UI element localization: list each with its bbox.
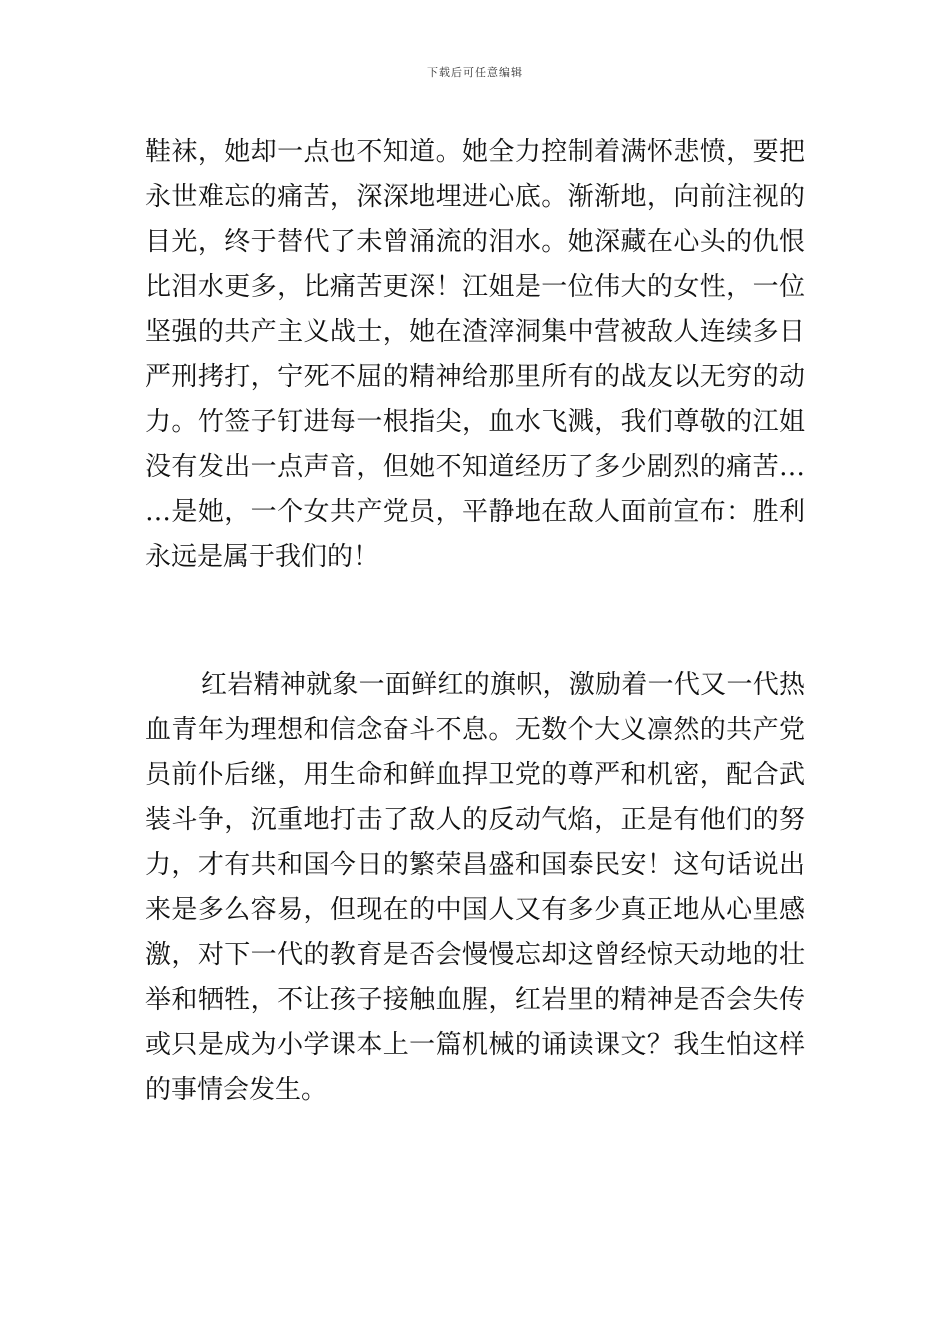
text-line: 坚强的共产主义战士，她在渣滓洞集中营被敌人连续多日	[145, 317, 805, 347]
text-line: 激，对下一代的教育是否会慢慢忘却这曾经惊天动地的壮	[145, 940, 805, 970]
text-line: 的事情会发生。	[145, 1075, 328, 1105]
text-line: 永远是属于我们的！	[145, 542, 380, 572]
text-line: 永世难忘的痛苦，深深地埋进心底。渐渐地，向前注视的	[145, 182, 805, 212]
text-line: 员前仆后继，用生命和鲜血捍卫党的尊严和机密，配合武	[145, 760, 805, 790]
text-line: 比泪水更多，比痛苦更深！江姐是一位伟大的女性，一位	[145, 272, 805, 302]
text-line: 血青年为理想和信念奋斗不息。无数个大义凛然的共产党	[145, 715, 805, 745]
text-line: …是她，一个女共产党员，平静地在敌人面前宣布：胜利	[145, 497, 805, 527]
text-line: 严刑拷打，宁死不屈的精神给那里所有的战友以无穷的动	[145, 362, 805, 392]
text-line: 目光，终于替代了未曾涌流的泪水。她深藏在心头的仇恨	[145, 227, 805, 257]
text-line: 红岩精神就象一面鲜红的旗帜，激励着一代又一代热	[201, 670, 805, 700]
paragraph-spacer	[145, 580, 805, 663]
text-line: 或只是成为小学课本上一篇机械的诵读课文？我生怕这样	[145, 1030, 805, 1060]
document-body	[145, 130, 805, 1113]
paragraph-2	[145, 663, 805, 1113]
text-line: 没有发出一点声音，但她不知道经历了多少剧烈的痛苦…	[145, 452, 805, 482]
text-line: 举和牺牲，不让孩子接触血腥，红岩里的精神是否会失传	[145, 985, 805, 1015]
paragraph-1	[145, 130, 805, 580]
text-line: 来是多么容易，但现在的中国人又有多少真正地从心里感	[145, 895, 805, 925]
text-line: 力。竹签子钉进每一根指尖，血水飞溅，我们尊敬的江姐	[145, 407, 805, 437]
text-line: 鞋袜，她却一点也不知道。她全力控制着满怀悲愤，要把	[145, 137, 805, 167]
text-line: 装斗争，沉重地打击了敌人的反动气焰，正是有他们的努	[145, 805, 805, 835]
page-header: 下载后可任意编辑	[427, 66, 523, 79]
text-line: 力，才有共和国今日的繁荣昌盛和国泰民安！这句话说出	[145, 850, 805, 880]
